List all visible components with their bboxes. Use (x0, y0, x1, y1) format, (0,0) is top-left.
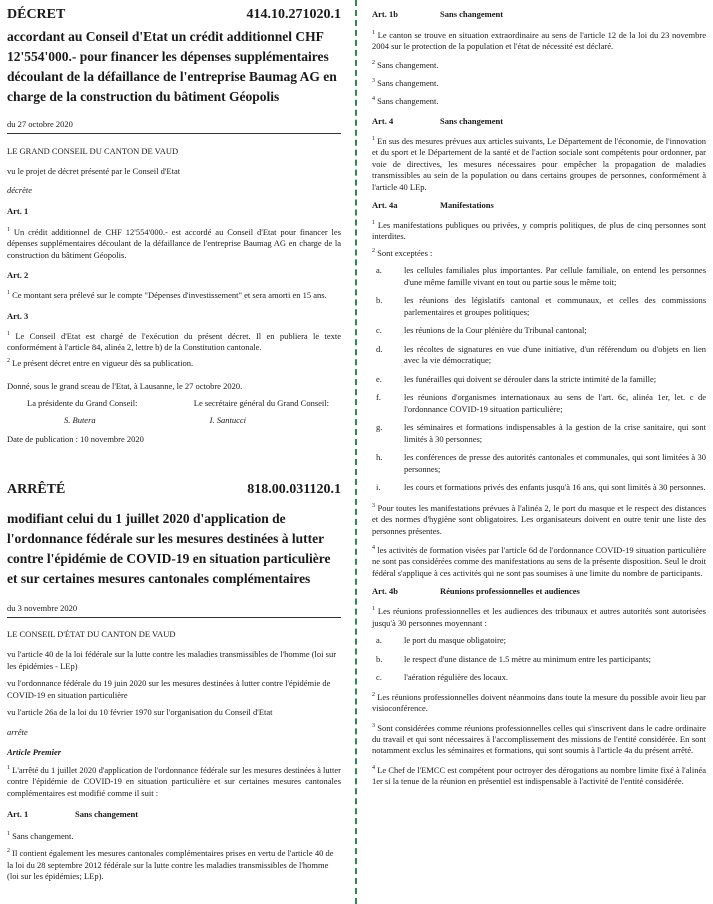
list-item-marker: d. (376, 343, 383, 354)
arrete-vu1: vu l'article 40 de la loi fédérale sur la lutte contre les maladies transmissibles de l'homme (loi sur les épidémies - LEp) (7, 649, 337, 671)
decret-art2-label: Art. 2 (7, 270, 29, 281)
decret-art1-label: Art. 1 (7, 206, 29, 216)
decret-art2-text: $^1$ Ce montant sera prélevé sur le compte "Dépenses d'investissement" et sera amorti en 15 ans. (7, 290, 327, 301)
art1b-text3: $^3$ Sans changement. (372, 77, 439, 88)
list-item (372, 344, 706, 367)
arrete-vu2: vu l'ordonnance fédérale du 19 juin 2020 sur les mesures destinées à lutter contre l'épidémie de COVID-19 en situation particulière (7, 678, 331, 700)
list-item-marker: b. (376, 653, 383, 664)
list-item-text: les réunions d'organismes internationaux au sens de l'art. 6c, alinéa 1er, let. c de l'ordonnance COVID-19 situation particulière; (404, 392, 706, 414)
list-item-text: les récoltes de signatures en vue d'une initiative, d'un référendum ou d'objets en lien avec la vie démocratique; (404, 343, 706, 366)
arrete-vu3: vu l'article 26a de la loi du 10 février 1970 sur l'organisation du Conseil d'Etat (7, 707, 273, 718)
right-column (372, 0, 706, 788)
list-item-text: les cellules familiales plus importantes. Par cellule familiale, on entend les personnes d'une même famille vivant en tout ou partie sous le même toit; (404, 265, 706, 287)
arrete-header (7, 482, 341, 498)
list-item (372, 672, 706, 684)
decret-signature-names (7, 415, 341, 425)
list-item (372, 265, 706, 288)
arrete-title: modifiant celui du 1 juillet 2020 d'application de l'ordonnance fédérale sur les mesures destinées à lutter contre l'épidémie de COVID-19 en situation particulière et sur certaines mesures cantonales complémentaires (7, 511, 331, 587)
decret-art3-label: Art. 3 (7, 310, 29, 321)
decret-publication: Date de publication : 10 novembre 2020 (7, 434, 144, 445)
art4b-list (372, 635, 706, 684)
list-item-text: les funérailles qui doivent se dérouler dans la stricte intimité de la famille; (404, 373, 657, 384)
list-item (372, 374, 706, 386)
sig1-title: La présidente du Grand Conseil: (27, 398, 138, 409)
arrete-label: ARRÊTÉ (7, 482, 66, 498)
decret-label: DÉCRET (7, 7, 66, 22)
art4b-text4: $^4$ Le Chef de l'EMCC est compétent pour octroyer des dérogations au nombre limite fixé à l'alinéa 1er si la tenue de la réunion en présentiel est indispensable à l'activité de l'entité considérée. (372, 764, 707, 787)
list-item-marker: e. (376, 373, 382, 384)
art1b-text2: $^2$ Sans changement. (372, 59, 439, 70)
art1b-text4: $^4$ Sans changement. (372, 96, 439, 107)
decret-art1-text: $^1$ Un crédit additionnel de CHF 12'554'000.- est accordé au Conseil d'Etat pour financer les dépenses supplémentaires découlant de la défaillance de l'entreprise Baumag AG en charge de la construction du bâtiment Géopolis. (7, 226, 341, 260)
list-item-text: le respect d'une distance de 1.5 mètre au minimum entre les participants; (404, 653, 652, 664)
art1b-text1: $^1$ Le canton se trouve en situation extraordinaire au sens de l'article 12 de la loi du 23 novembre 2004 sur le protection de la population et l'état de nécessité est déclaré. (372, 29, 707, 52)
list-item (372, 422, 706, 445)
list-item-text: les réunions de la Cour plénière du Tribunal cantonal; (404, 325, 587, 336)
decret-rule (7, 133, 341, 134)
list-item-marker: g. (376, 422, 383, 433)
art4a-text1: $^1$ Les manifestations publiques ou privées, y compris politiques, de plus de cinq personnes sont interdites. (372, 219, 706, 242)
arrete-authority: LE CONSEIL D'ÉTAT DU CANTON DE VAUD (7, 629, 176, 640)
art4-text1: $^1$ En sus des mesures prévues aux articles suivants, Le Département de l'économie, de l'innovation et du sport et le Département de la santé et de l'action sociale sont compétents pour ordonner, par voie de directives, les mesures nécessaires pour empêcher la propagation de maladies transmissibles au sein de la population ou dans certains groupes de personnes, conformément à l'article 40 LEp. (372, 135, 706, 192)
list-item-text: les cours et formations privés des enfants jusqu'à 16 ans, qui sont limités à 30 personnes. (404, 482, 706, 493)
list-item-text: le port du masque obligatoire; (404, 635, 506, 646)
list-item-text: les conférences de presse des autorités cantonales et communales, qui sont limitées à 30 personnes; (404, 452, 706, 474)
art4a-header: Art. 4a Manifestations (372, 200, 494, 211)
decret-done: Donné, sous le grand sceau de l'Etat, à Lausanne, le 27 octobre 2020. (7, 380, 243, 391)
decret-authority: LE GRAND CONSEIL DU CANTON DE VAUD (7, 146, 179, 156)
list-item-text: les séminaires et formations indispensables à la gestion de la crise sanitaire, qui sont limités à 30 personnes; (404, 422, 706, 444)
decret-date: du 27 octobre 2020 (7, 119, 73, 129)
decret-vu: vu le projet de décret présenté par le Conseil d'Etat (7, 166, 181, 176)
list-item (372, 295, 706, 318)
list-item (372, 635, 706, 647)
decret-code: 414.10.271020.1 (246, 7, 341, 22)
sig2-name: I. Santucci (209, 415, 246, 426)
art4b-header: Art. 4b Réunions professionnelles et audiences (372, 586, 580, 597)
decret-decrete: décrète (7, 185, 33, 195)
art4-header: Art. 4 Sans changement (372, 115, 504, 126)
art4a-list (372, 265, 706, 494)
list-item-marker: i. (376, 482, 381, 493)
arrete-art1-header: Art. 1 Sans changement (7, 809, 139, 820)
decret-signatures (7, 398, 341, 408)
left-column (7, 0, 341, 883)
decret-art3-text1: $^1$ Le Conseil d'Etat est chargé de l'exécution du présent décret. Il en publiera le texte conformément à l'article 84, alinéa 2, lettre b) de la Constitution cantonale. (7, 330, 342, 352)
sig1-name: S. Butera (64, 415, 96, 426)
arrete-art1-text2: $^2$ Il contient également les mesures cantonales complémentaires prises en vertu de l'article 40 de la loi du 28 septembre 2012 fédérale sur la lutte contre les maladies transmissibles de l'homme (loi sur les épidémies; LEp). (7, 848, 334, 882)
list-item-text: les réunions des législatifs cantonal et communaux, et celles des commissions parlementaires et groupes politiques; (404, 295, 706, 317)
arrete-art1-text1: $^1$ Sans changement. (7, 830, 74, 841)
arrete-code: 818.00.031120.1 (247, 482, 341, 498)
column-divider (355, 0, 357, 904)
list-item-marker: a. (376, 265, 382, 276)
art4a-text4: $^4$ les activités de formation visées par l'article 6d de l'ordonnance COVID-19 situation particulière ne sont pas considérées comme des manifestations au sens de la présente disposition. Seul le droit fédéral s'applique à ces activités qui ne sont pas soumises à une limite du nombre de participants. (372, 544, 707, 578)
list-item-marker: c. (376, 672, 382, 683)
list-item (372, 452, 706, 475)
decret-art3-text2: $^2$ Le présent décret entre en vigueur dès sa publication. (7, 358, 194, 369)
list-item-marker: f. (376, 392, 381, 403)
list-item-marker: c. (376, 325, 382, 336)
arrete-artp-text: $^1$ L'arrêté du 1 juillet 2020 d'application de l'ordonnance fédérale sur les mesures destinées à lutter contre l'épidémie de COVID-19 en situation particulière et sur certaines mesures cantonales complémentaires est modifié comme il suit : (7, 764, 341, 798)
list-item (372, 325, 706, 337)
list-item (372, 654, 706, 666)
art4b-text1: $^1$ Les réunions professionnelles et les audiences des tribunaux et autres autorités sont autorisées jusqu'à 30 personnes moyennant : (372, 606, 706, 628)
art4b-text2: $^2$ Les réunions professionnelles doivent néanmoins dans toute la mesure du possible avoir lieu par visioconférence. (372, 691, 706, 714)
list-item (372, 482, 706, 494)
art4b-text3: $^3$ Sont considérées comme réunions professionnelles celles qui s'inscrivent dans le cadre ordinaire du travail et qui sont nécessaires à l'accomplissement des missions de l'entité considérée. En sont notamment exclus les séminaires et formations, qui sont soumis à l'article 4a du présent arrêté. (372, 722, 706, 756)
arrete-date: du 3 novembre 2020 (7, 603, 78, 614)
list-item-marker: b. (376, 295, 383, 306)
art4a-text3: $^3$ Pour toutes les manifestations prévues à l'alinéa 2, le port du masque et le respect des distances et des normes d'hygiène sont obligatoires. Les organisateurs doivent en outre tenir une liste des personnes présentes. (372, 502, 707, 536)
list-item-marker: h. (376, 452, 383, 463)
list-item (372, 392, 706, 415)
art1b-header: Art. 1b Sans changement (372, 9, 504, 19)
art4a-text2: $^2$ Sont exceptées : (372, 247, 433, 258)
arrete-article-premier: Article Premier (7, 746, 62, 757)
decret-header (7, 7, 341, 23)
arrete-arrete: arrête (7, 726, 28, 737)
decret-title: accordant au Conseil d'Etat un crédit additionnel CHF 12'554'000.- pour financer les dépenses supplémentaires découlant de la défaillance de l'entreprise Baumag AG en charge de la construction du bâtiment Géopolis (7, 29, 337, 104)
arrete-rule (7, 617, 341, 618)
list-item-text: l'aération régulière des locaux. (404, 672, 508, 683)
sig2-title: Le secrétaire général du Grand Conseil: (193, 398, 329, 409)
list-item-marker: a. (376, 635, 382, 646)
